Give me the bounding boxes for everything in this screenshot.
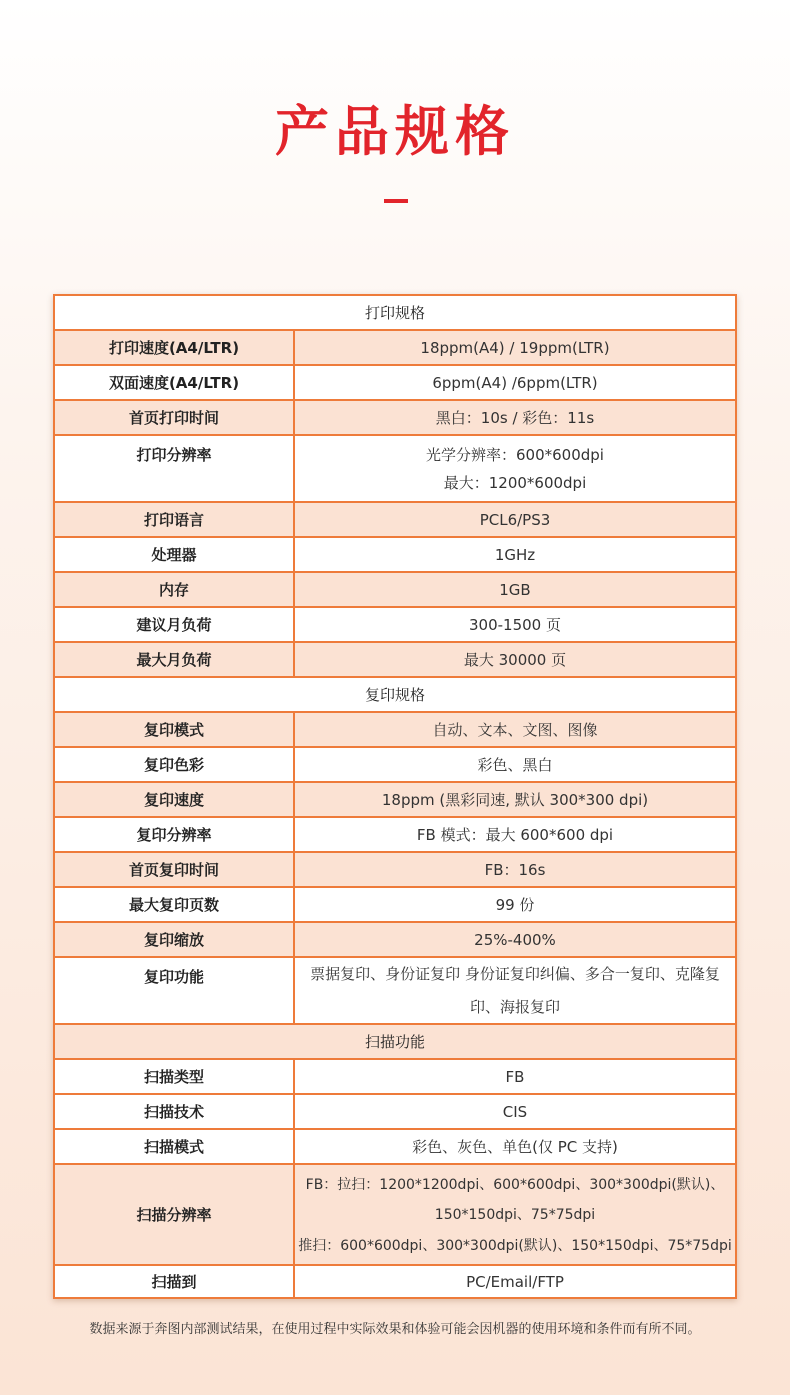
spec-table (53, 294, 737, 1299)
table-row (55, 956, 735, 1023)
row-value: 18ppm(A4) / 19ppm(LTR) (420, 338, 610, 357)
table-row (55, 781, 735, 816)
row-label: 打印分辨率 (55, 436, 295, 501)
table-row (55, 606, 735, 641)
row-value: 自动、文本、文图、图像 (432, 721, 598, 739)
row-label: 复印速度 (55, 783, 295, 816)
row-label: 内存 (55, 573, 295, 606)
row-value: FB 模式：最大 600*600 dpi (416, 826, 614, 844)
row-value: 6ppm(A4) /6ppm(LTR) (432, 373, 598, 392)
table-row (55, 816, 735, 851)
row-label: 建议月负荷 (55, 608, 295, 641)
table-row (55, 1093, 735, 1128)
row-label: 首页复印时间 (55, 853, 295, 886)
row-value: FB：拉扫：1200*1200dpi、600*600dpi、300*300dpi(默认)、 150*150dpi、75*75dpi 推扫：600*600dpi、300*300dpi(默认)、150*150dpi、75*75dpi (298, 1177, 732, 1254)
table-row (55, 501, 735, 536)
section-header-print: 打印规格 (55, 296, 735, 329)
row-value: 票据复印、身份证复印 身份证复印纠偏、多合一复印、克隆复印、海报复印 (310, 964, 720, 1016)
row-label: 扫描到 (55, 1266, 295, 1297)
table-row (55, 399, 735, 434)
row-label: 扫描类型 (55, 1060, 295, 1093)
row-value: 彩色、灰色、单色(仅 PC 支持) (412, 1138, 618, 1156)
row-value: PCL6/PS3 (479, 510, 551, 529)
row-label: 首页打印时间 (55, 401, 295, 434)
table-row (55, 641, 735, 676)
row-value: FB (505, 1067, 525, 1086)
row-label: 扫描模式 (55, 1130, 295, 1163)
row-label: 最大月负荷 (55, 643, 295, 676)
table-row (55, 329, 735, 364)
table-row (55, 1264, 735, 1297)
row-value: 1GB (499, 580, 531, 599)
footnote: 数据来源于奔图内部测试结果，在使用过程中实际效果和体验可能会因机器的使用环境和条件而有所不同。 (89, 1322, 701, 1337)
table-row (55, 1128, 735, 1163)
section-header-scan: 扫描功能 (55, 1023, 735, 1058)
row-value: 黑白：10s / 彩色：11s (435, 409, 595, 427)
table-row (55, 434, 735, 501)
table-row (55, 921, 735, 956)
row-label: 复印模式 (55, 713, 295, 746)
row-label: 扫描技术 (55, 1095, 295, 1128)
row-value: 25%-400% (474, 930, 556, 949)
table-row (55, 536, 735, 571)
row-value: CIS (502, 1102, 528, 1121)
row-value: 300-1500 页 (469, 616, 561, 634)
row-value: 18ppm (黑彩同速, 默认 300*300 dpi) (381, 791, 649, 809)
row-label: 扫描分辨率 (55, 1165, 295, 1264)
row-label: 双面速度(A4/LTR) (55, 366, 295, 399)
table-row (55, 571, 735, 606)
row-value: 光学分辨率：600*600dpi 最大：1200*600dpi (426, 445, 604, 493)
row-value: 最大 30000 页 (463, 651, 567, 669)
section-header-copy: 复印规格 (55, 676, 735, 711)
table-row (55, 851, 735, 886)
row-label: 打印语言 (55, 503, 295, 536)
table-row (55, 711, 735, 746)
table-row (55, 1163, 735, 1264)
row-label: 打印速度(A4/LTR) (55, 331, 295, 364)
row-value: 99 份 (495, 896, 535, 914)
row-value: FB：16s (484, 861, 546, 879)
title-divider (384, 199, 408, 203)
row-label: 复印分辨率 (55, 818, 295, 851)
row-label: 复印缩放 (55, 923, 295, 956)
table-row (55, 886, 735, 921)
table-row (55, 364, 735, 399)
row-label: 复印色彩 (55, 748, 295, 781)
page-title: 产品规格 (275, 100, 515, 163)
row-value: PC/Email/FTP (466, 1272, 564, 1291)
row-label: 处理器 (55, 538, 295, 571)
row-value: 1GHz (494, 545, 536, 564)
table-row (55, 746, 735, 781)
row-label: 复印功能 (55, 958, 295, 1023)
row-value: 彩色、黑白 (477, 756, 553, 774)
table-row (55, 1058, 735, 1093)
row-label: 最大复印页数 (55, 888, 295, 921)
